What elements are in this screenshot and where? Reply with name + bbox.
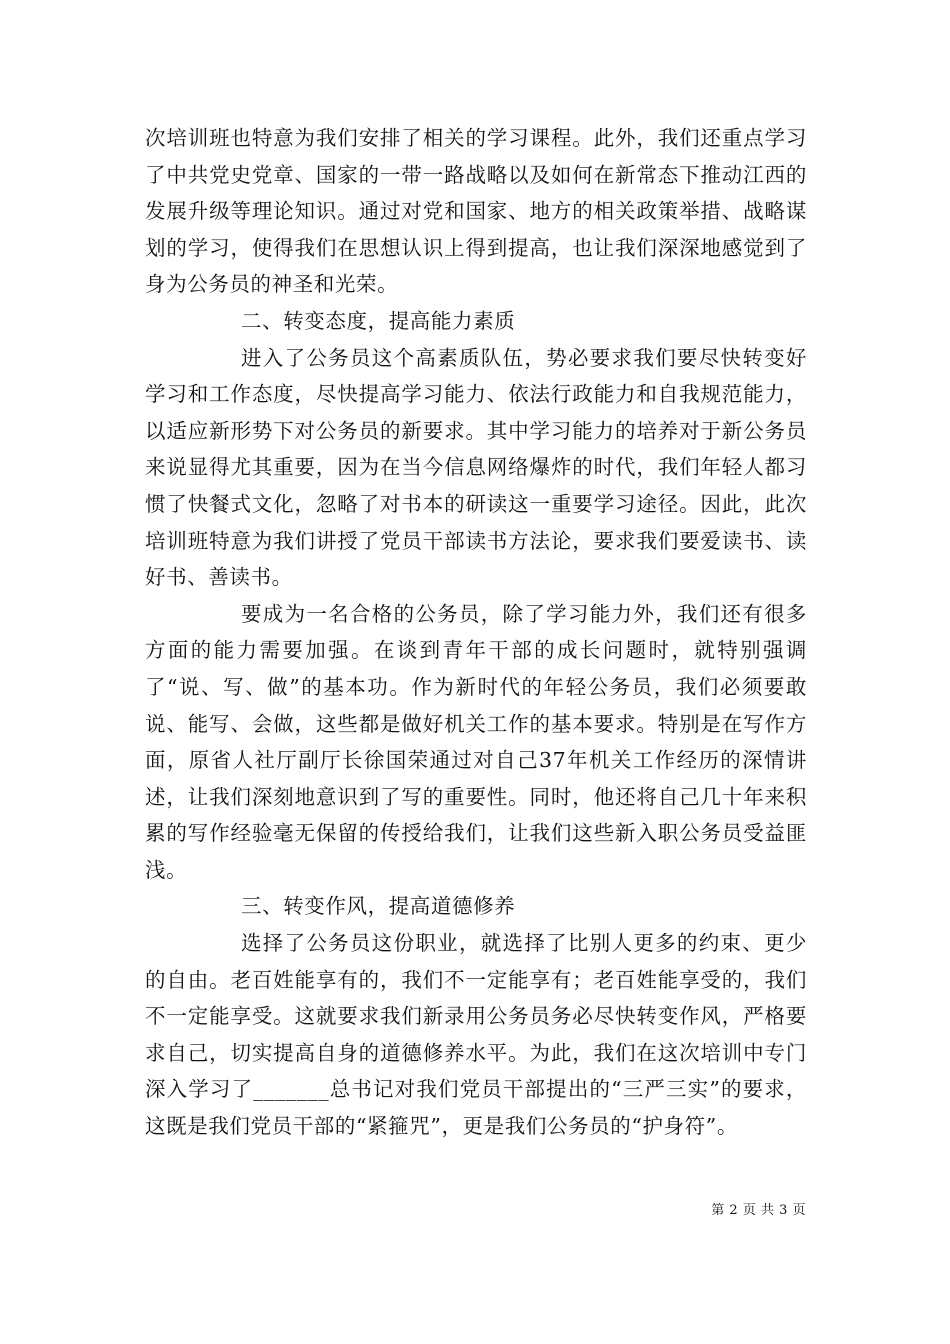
paragraph-conduct: 选择了公务员这份职业，就选择了比别人更多的约束、更少的自由。老百姓能享有的，我们不一定能享有；老百姓能享受的，我们不一定能享受。这就要求我们新录用公务员务必尽快转变作风，严格要求自己，切实提高自身的道德修养水平。为此，我们在这次培训中专门深入学习了_______总书记对我们党员干部提出的“三严三实”的要求，这既是我们党员干部的“紧箍咒”，更是我们公务员的“护身符”。	[145, 931, 807, 1139]
document-body	[145, 120, 807, 1145]
section-heading-2: 二、转变态度，提高能力素质	[241, 308, 516, 333]
paragraph-abilities: 要成为一名合格的公务员，除了学习能力外，我们还有很多方面的能力需要加强。在谈到青年干部的成长问题时，就特别强调了“说、写、做”的基本功。作为新时代的年轻公务员，我们必须要敢说、能写、会做，这些都是做好机关工作的基本要求。特别是在写作方面，原省人社厅副厅长徐国荣通过对自己37年机关工作经历的深情讲述，让我们深刻地意识到了写的重要性。同时，他还将自己几十年来积累的写作经验毫无保留的传授给我们，让我们这些新入职公务员受益匪浅。	[145, 601, 807, 882]
paragraph-continuation: 次培训班也特意为我们安排了相关的学习课程。此外，我们还重点学习了中共党史党章、国家的一带一路战略以及如何在新常态下推动江西的发展升级等理论知识。通过对党和国家、地方的相关政策举措、战略谋划的学习，使得我们在思想认识上得到提高，也让我们深深地感觉到了身为公务员的神圣和光荣。	[145, 126, 807, 297]
paragraph-attitude: 进入了公务员这个高素质队伍，势必要求我们要尽快转变好学习和工作态度，尽快提高学习能力、依法行政能力和自我规范能力，以适应新形势下对公务员的新要求。其中学习能力的培养对于新公务员来说显得尤其重要，因为在当今信息网络爆炸的时代，我们年轻人都习惯了快餐式文化，忽略了对书本的研读这一重要学习途径。因此，此次培训班特意为我们讲授了党员干部读书方法论，要求我们要爱读书、读好书、善读书。	[145, 345, 807, 590]
page-number-footer: 第 2 页 共 3 页	[711, 1203, 806, 1218]
section-heading-3: 三、转变作风，提高道德修养	[241, 894, 516, 919]
